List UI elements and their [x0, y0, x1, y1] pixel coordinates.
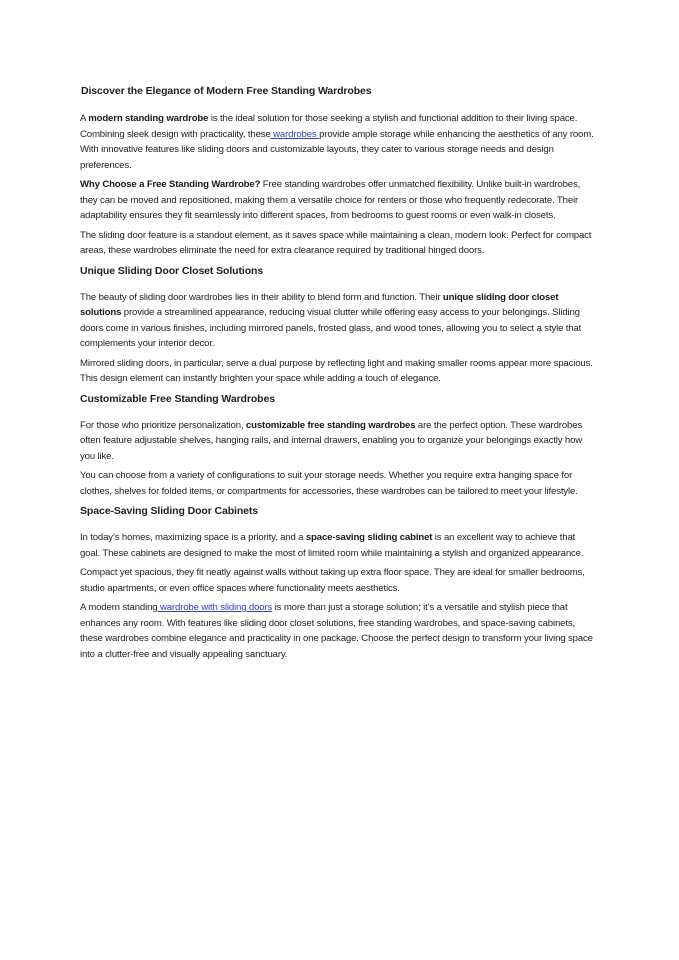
why-choose-paragraph [80, 177, 596, 224]
text-run: A [80, 113, 89, 124]
text-run: is the ideal solution for those seeking a stylish and functional addition to their living space. Combining sleek design with practicality, these [80, 113, 578, 140]
page-title: Discover the Elegance of Modern Free Standing Wardrobes [81, 85, 372, 97]
mirrored-doors-paragraph: Mirrored sliding doors, in particular, serve a dual purpose by reflecting light and making smaller rooms appear more spacious. This design element can instantly brighten your space while adding a touch of elegance. [80, 357, 593, 384]
text-run: For those who prioritize personalization, [80, 419, 246, 431]
intro-paragraph [80, 111, 596, 173]
text-run: Free standing wardrobes offer unmatched flexibility. Unlike built-in wardrobes, they can be moved and repositioned, making them a versatile choice for renters or those who frequently redecorate. Their adaptability ensures they fit seamlessly into different spaces, from bedrooms to guest rooms or even walk-in closets. [80, 179, 581, 221]
section-heading-sliding: Unique Sliding Door Closet Solutions [80, 264, 264, 277]
text-run: In today’s homes, maximizing space is a priority, and a [80, 532, 306, 543]
text-run: The beauty of sliding door wardrobes lies in their ability to blend form and function. Their [80, 291, 443, 303]
wardrobe-with-sliding-doors-link[interactable]: wardrobe with sliding doors [157, 602, 273, 613]
section-heading-customizable: Customizable Free Standing Wardrobes [80, 392, 275, 405]
text-run: provide a streamlined appearance, reducing visual clutter while offering easy access to your belongings. Sliding doors come in various finishes, including mirrored panels, frosted glass, and wood tones, allowing you to select a style that complements your interior decor. [80, 307, 582, 349]
sliding-door-paragraph: The sliding door feature is a standout element, as it saves space while maintaining a clean, modern look. Perfect for compact areas, these wardrobes eliminate the need for extra clearance required by traditional hinged doors. [80, 229, 592, 256]
text-run: is an excellent way to achieve that goal. These cabinets are designed to make the most of limited room while maintaining a stylish and organized appearance. [80, 532, 584, 559]
text-run: is more than just a storage solution; it’s a versatile and stylish piece that enhances any room. With features like sliding door closet solutions, free standing wardrobes, and space-saving cabinets, these wardrobes combine elegance and practicality in one package. Choose the perfect design to transform your living space into a clutter-free and visually appealing sanctuary. [80, 602, 593, 660]
text-run: A modern standing [80, 602, 158, 613]
bold-phrase: customizable free standing wardrobes [245, 419, 416, 431]
sliding-solutions-paragraph [80, 290, 596, 352]
wardrobes-link[interactable]: wardrobes [270, 128, 320, 140]
configurations-paragraph: You can choose from a variety of configurations to suit your storage needs. Whether you require extra hanging space for clothes, shelves for folded items, or compartments for accessories, these wardrobes can be tailored to meet your lifestyle. [80, 470, 578, 497]
bold-phrase: space-saving sliding cabinet [305, 532, 433, 543]
conclusion-paragraph [80, 600, 596, 662]
article [80, 84, 596, 666]
bold-phrase: modern standing wardrobe [88, 113, 209, 124]
text-run: are the perfect option. These wardrobes often feature adjustable shelves, hanging rails, and internal drawers, enabling you to organize your belongings exactly how you like. [80, 419, 583, 462]
customizable-paragraph [80, 418, 596, 465]
bold-phrase: unique sliding door closet solutions [80, 291, 559, 318]
compact-paragraph: Compact yet spacious, they fit neatly against walls without taking up extra floor space. They are ideal for smaller bedrooms, studio apartments, or even office spaces where functionality meets aesthetics. [80, 567, 585, 594]
section-heading-space-saving: Space-Saving Sliding Door Cabinets [80, 505, 259, 517]
text-run: provide ample storage while enhancing the aesthetics of any room. With innovative features like sliding doors and customizable layouts, they cater to various storage needs and design preferences. [80, 128, 594, 171]
bold-phrase: Why Choose a Free Standing Wardrobe? [80, 179, 261, 190]
space-saving-paragraph [80, 530, 596, 561]
